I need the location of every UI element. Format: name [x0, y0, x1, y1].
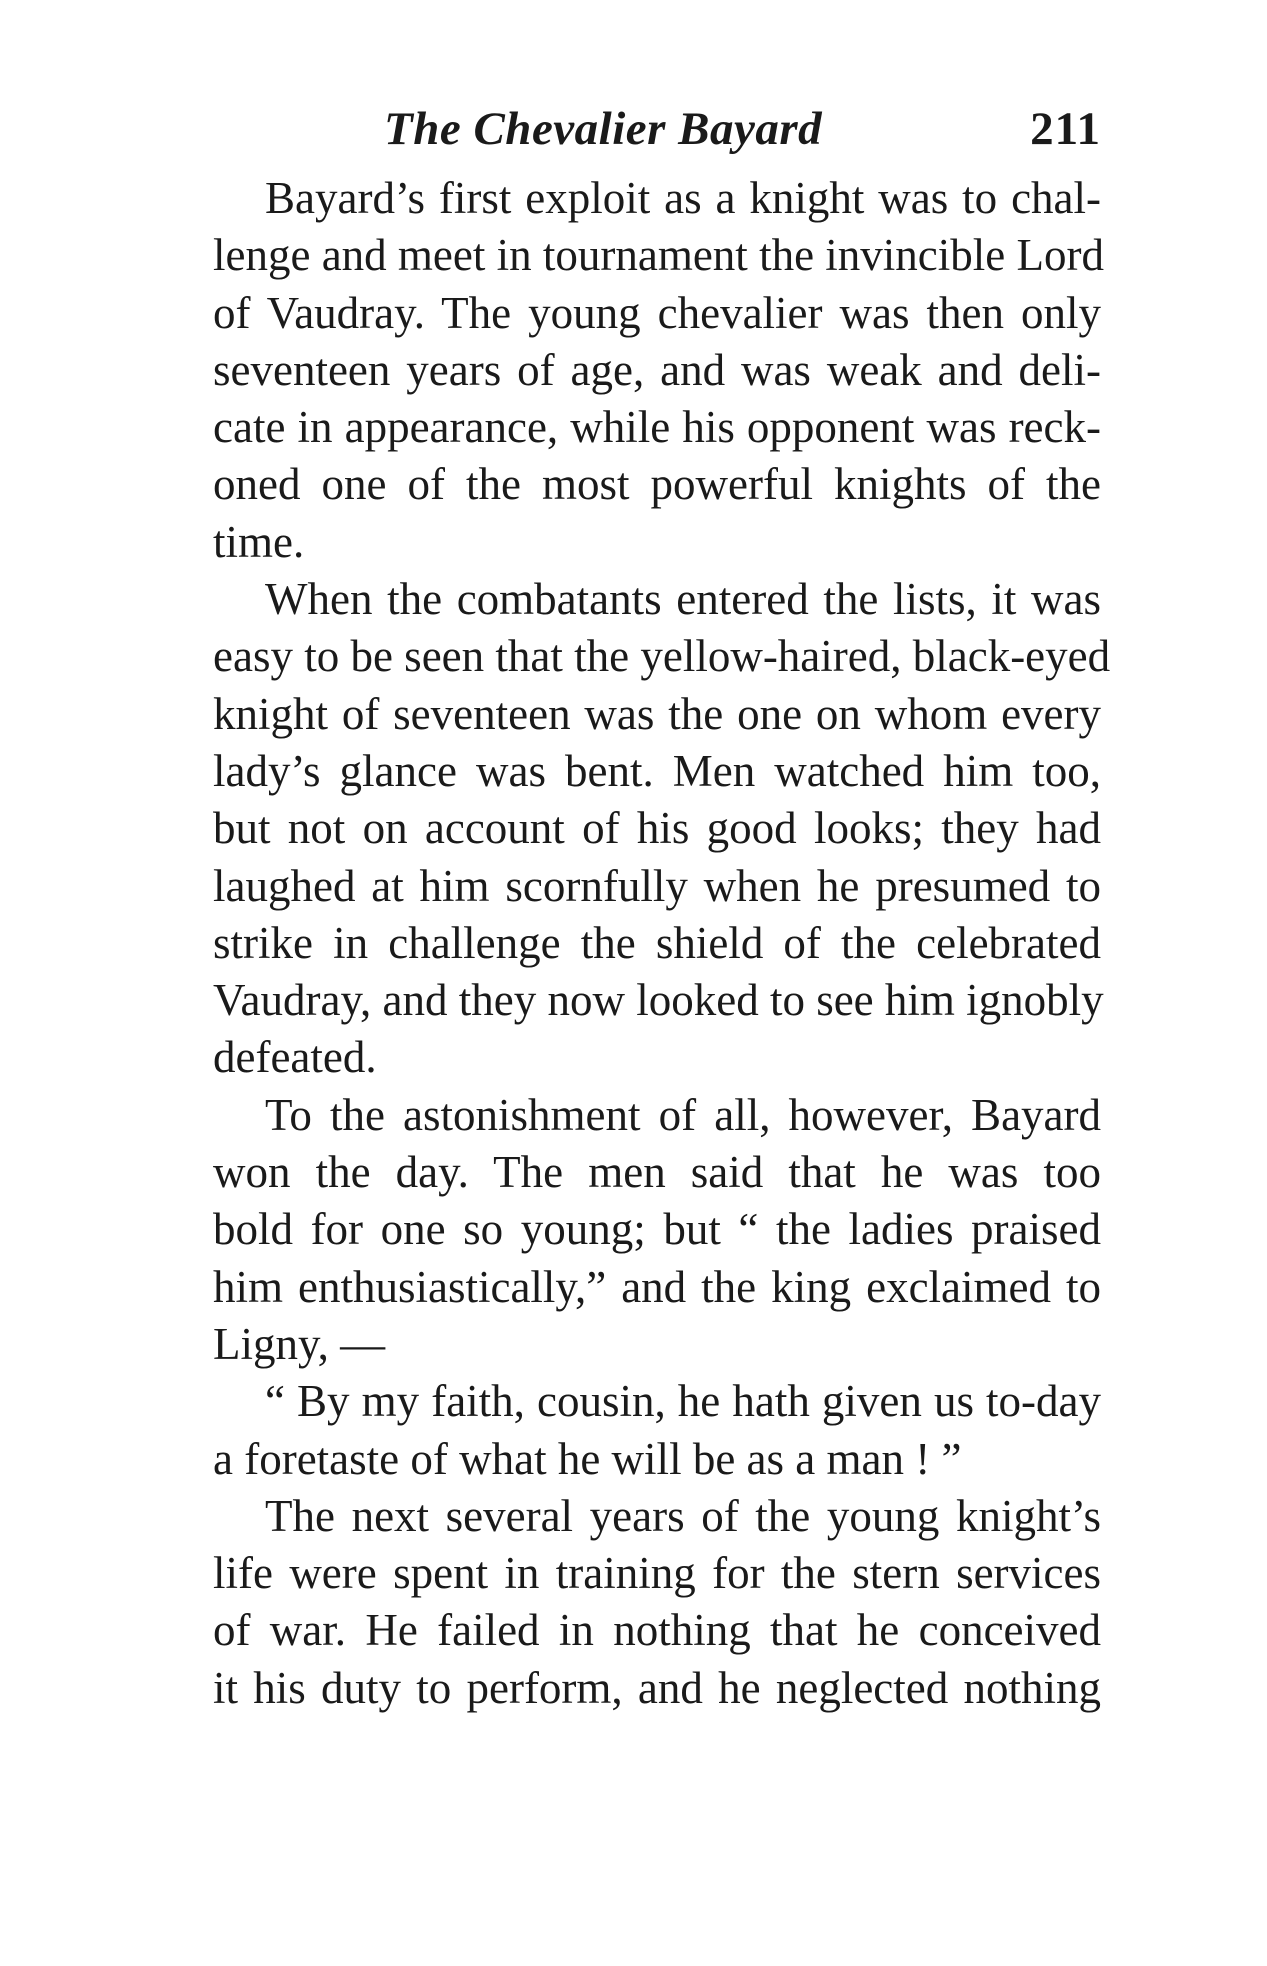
book-page: [161, 100, 1111, 1717]
text-line: knight of seventeen was the one on whom every: [213, 688, 1101, 739]
text-line: When the combatants entered the lists, it was: [265, 574, 1101, 625]
text-line: easy to be seen that the yellow-haired, black-eyed: [213, 631, 1111, 682]
text-line: Vaudray, and they now looked to see him ignobly: [213, 975, 1104, 1026]
text-line: of war. He failed in nothing that he conceived: [213, 1605, 1101, 1656]
text-line: him enthusiastically,” and the king exclaimed to: [213, 1261, 1101, 1312]
text-line: lady’s glance was bent. Men watched him too,: [213, 745, 1101, 796]
paragraph-1: [161, 170, 1104, 571]
text-line: it his duty to perform, and he neglected nothing: [213, 1662, 1101, 1713]
running-title: The Chevalier Bayard: [384, 103, 823, 155]
text-line: a foretaste of what he will be as a man ! ”: [213, 1433, 962, 1484]
text-line: won the day. The men said that he was too: [213, 1147, 1101, 1198]
text-line: life were spent in training for the stern services: [213, 1548, 1101, 1599]
text-line: of Vaudray. The young chevalier was then only: [213, 287, 1101, 338]
text-line: The next several years of the young knight’s: [265, 1490, 1101, 1541]
text-line: laughed at him scornfully when he presumed to: [213, 860, 1101, 911]
running-head: [161, 100, 1101, 170]
text-line: bold for one so young; but “ the ladies praised: [213, 1204, 1101, 1255]
text-line: strike in challenge the shield of the celebrated: [213, 917, 1101, 968]
text-line: “ By my faith, cousin, he hath given us to-day: [265, 1376, 1101, 1427]
text-line: lenge and meet in tournament the invincible Lord: [213, 230, 1104, 281]
text-line: defeated.: [213, 1032, 377, 1083]
text-line: Bayard’s first exploit as a knight was to chal-: [265, 173, 1101, 223]
page-number: 211: [1030, 103, 1101, 155]
text-line: time.: [213, 516, 305, 567]
paragraph-3: [161, 1087, 1101, 1373]
paragraph-4: [161, 1373, 1101, 1488]
text-line: cate in appearance, while his opponent was reck-: [213, 402, 1101, 453]
text-line: oned one of the most powerful knights of the: [213, 459, 1101, 510]
paragraph-5: [161, 1488, 1101, 1717]
text-line: but not on account of his good looks; they had: [213, 803, 1101, 854]
paragraph-2: [161, 571, 1111, 1087]
text-line: To the astonishment of all, however, Bayard: [265, 1089, 1101, 1140]
text-line: Ligny, —: [213, 1318, 386, 1369]
text-line: seventeen years of age, and was weak and deli-: [213, 344, 1101, 395]
body-text: [161, 170, 1111, 1717]
